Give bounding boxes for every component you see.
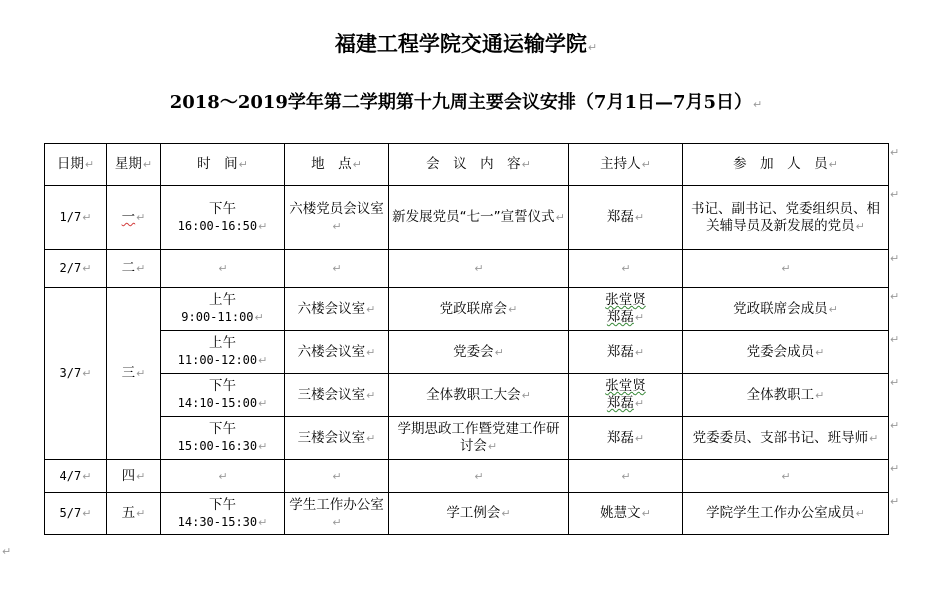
host-cell: 张堂贤 郑磊↵ [569, 288, 683, 331]
row-end-mark: ↵ [890, 418, 900, 432]
attendees-cell: 党政联席会成员↵ [683, 288, 889, 331]
table-row [45, 331, 889, 374]
host-cell: ↵ [569, 460, 683, 493]
header-attendees: 参 加 人 员↵ [683, 144, 889, 186]
weekday-cell: 二↵ [107, 250, 161, 288]
table-row [45, 460, 889, 493]
host-cell: 郑磊↵ [569, 186, 683, 250]
place-cell: 六楼党员会议室↵ [285, 186, 389, 250]
place-cell: 学生工作办公室↵ [285, 493, 389, 535]
content-cell: 新发展党员“七一”宣誓仪式↵ [389, 186, 569, 250]
document-title: 福建工程学院交通运输学院↵ [334, 31, 598, 56]
header-place: 地 点↵ [285, 144, 389, 186]
place-cell: 三楼会议室↵ [285, 417, 389, 460]
time-cell: 下午 15:00-16:30↵ [161, 417, 285, 460]
content-cell: 党委会↵ [389, 331, 569, 374]
row-end-mark: ↵ [890, 289, 900, 303]
table-row [45, 374, 889, 417]
content-cell: 全体教职工大会↵ [389, 374, 569, 417]
content-cell: 党政联席会↵ [389, 288, 569, 331]
content-cell: 学工例会↵ [389, 493, 569, 535]
table-row [45, 417, 889, 460]
weekday-cell: 五↵ [107, 493, 161, 535]
row-end-mark: ↵ [890, 251, 900, 265]
header-host: 主持人↵ [569, 144, 683, 186]
document-subtitle: 2018～2019学年第二学期第十九周主要会议安排（7月1日—7月5日）↵ [169, 92, 763, 113]
row-end-mark: ↵ [890, 187, 900, 201]
date-cell: 5/7↵ [45, 493, 107, 535]
time-cell: 下午 16:00-16:50↵ [161, 186, 285, 250]
table-row [45, 288, 889, 331]
attendees-cell: 学院学生工作办公室成员↵ [683, 493, 889, 535]
weekday-cell: 一↵ [107, 186, 161, 250]
table-row [45, 186, 889, 250]
content-cell: ↵ [389, 460, 569, 493]
date-cell: 1/7↵ [45, 186, 107, 250]
date-cell: 2/7↵ [45, 250, 107, 288]
attendees-cell: 全体教职工↵ [683, 374, 889, 417]
place-cell: ↵ [285, 460, 389, 493]
host-cell: 姚慧文↵ [569, 493, 683, 535]
table-row [45, 493, 889, 535]
date-cell: 3/7↵ [45, 288, 107, 460]
row-end-mark: ↵ [890, 461, 900, 475]
date-cell: 4/7↵ [45, 460, 107, 493]
header-weekday: 星期↵ [107, 144, 161, 186]
table-row [45, 250, 889, 288]
weekday-cell: 三↵ [107, 288, 161, 460]
attendees-cell: 党委会成员↵ [683, 331, 889, 374]
time-cell: 下午 14:10-15:00↵ [161, 374, 285, 417]
content-cell: 学期思政工作暨党建工作研讨会↵ [389, 417, 569, 460]
attendees-cell: ↵ [683, 460, 889, 493]
content-cell: ↵ [389, 250, 569, 288]
paragraph-mark: ↵ [2, 545, 12, 558]
host-cell: ↵ [569, 250, 683, 288]
header-row [45, 144, 889, 186]
place-cell: 六楼会议室↵ [285, 288, 389, 331]
row-end-mark: ↵ [890, 494, 900, 508]
attendees-cell: ↵ [683, 250, 889, 288]
header-time: 时 间↵ [161, 144, 285, 186]
header-date: 日期↵ [45, 144, 107, 186]
row-end-mark: ↵ [890, 375, 900, 389]
host-cell: 张堂贤 郑磊↵ [569, 374, 683, 417]
host-cell: 郑磊↵ [569, 417, 683, 460]
time-cell: 下午 14:30-15:30↵ [161, 493, 285, 535]
attendees-cell: 书记、副书记、党委组织员、相关辅导员及新发展的党员↵ [683, 186, 889, 250]
time-cell: ↵ [161, 250, 285, 288]
host-cell: 郑磊↵ [569, 331, 683, 374]
time-cell: 上午 9:00-11:00↵ [161, 288, 285, 331]
place-cell: ↵ [285, 250, 389, 288]
attendees-cell: 党委委员、支部书记、班导师↵ [683, 417, 889, 460]
meeting-schedule-table [44, 143, 889, 535]
weekday-cell: 四↵ [107, 460, 161, 493]
time-cell: ↵ [161, 460, 285, 493]
schedule-body [45, 186, 889, 535]
header-content: 会 议 内 容↵ [389, 144, 569, 186]
place-cell: 六楼会议室↵ [285, 331, 389, 374]
row-end-mark: ↵ [890, 145, 900, 159]
time-cell: 上午 11:00-12:00↵ [161, 331, 285, 374]
place-cell: 三楼会议室↵ [285, 374, 389, 417]
row-end-mark: ↵ [890, 332, 900, 346]
